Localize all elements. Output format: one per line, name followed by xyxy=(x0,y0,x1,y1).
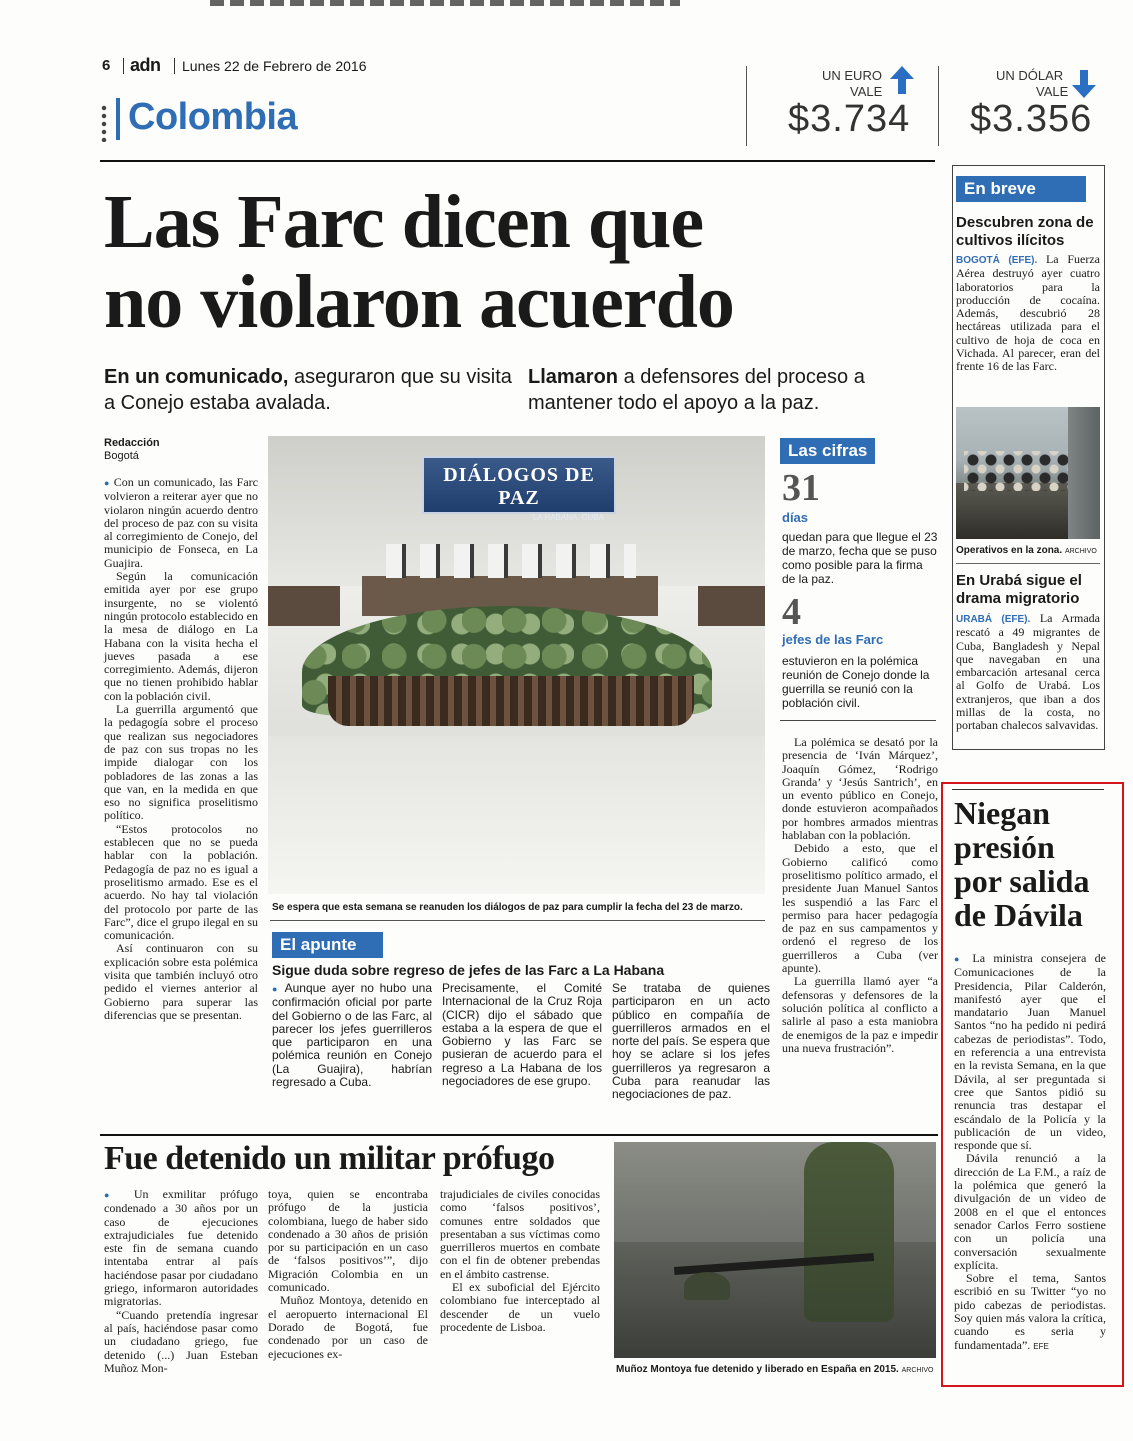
soldier-photo-caption xyxy=(616,1364,938,1375)
section-dots-icon xyxy=(101,104,107,142)
col1-paragraph-5: Así continuaron con su explicación sobre esta polémica visita que también incluyó otro pedido el viernes anterior al Gobierno para superar las diferencias que se presentan. xyxy=(104,941,258,1022)
header-divider xyxy=(123,58,124,74)
issue-date: Lunes 22 de Febrero de 2016 xyxy=(182,58,367,74)
dollar-label-2: VALE xyxy=(1036,84,1069,99)
boat-photo-people xyxy=(964,451,1074,491)
militar-col-1 xyxy=(104,1188,258,1375)
sidebar-left-rule xyxy=(952,165,953,750)
militar-col-2 xyxy=(268,1188,428,1361)
cifras-text-1: quedan para que llegue el 23 de marzo, fecha que se puso como posible para la firma de la paz. xyxy=(782,530,938,586)
arrow-down-icon xyxy=(1072,70,1096,98)
breve-2-text: La Armada rescató a 49 migrantes de Cuba, Bangladesh y Nepal que navegaban en una embarcación artesanal cerca al Golfo de Urabá. Los extranjeros, que iban a dos millas de la costa, no portaban chalecos salvavidas. xyxy=(956,611,1100,733)
deck-left xyxy=(104,364,514,416)
article-col-1 xyxy=(104,476,258,1022)
davila-paragraph-1: ● La ministra consejera de Comunicaciones de la Presidencia, Pilar Calderón, manifestó ayer que el mandatario Juan Manuel Santos “no ha pedido ni pedirá cabezas de periodistas”. Todo, en referencia a una entrevista en la revista Semana, en la que Dávila, al ser preguntada si cree que Santos pidió su renuncia tras destapar el escándalo de la Policía y la publicación de un video, responde que sí. xyxy=(954,952,1106,1152)
article-col-right xyxy=(782,736,938,1055)
photo-caption: Se espera que esta semana se reanuden los diálogos de paz para cumplir la fecha del 23 de marzo. xyxy=(272,902,743,913)
apunte-label xyxy=(272,932,383,958)
apunte-title: Sigue duda sobre regreso de jefes de las Farc a La Habana xyxy=(272,962,665,978)
en-breve-label xyxy=(956,176,1086,202)
page-number: 6 xyxy=(102,57,111,74)
photo-banner-subtitle: LA HABANA, CUBA xyxy=(532,513,604,522)
militar-col-2-p1: toya, quien se encontraba prófugo de la justicia colombiana, luego de haber sido condenado a 30 años de prisión por su participación en un caso de ‘falsos positivos’”, dijo Migración Colombia en un comunicado. xyxy=(268,1187,428,1295)
davila-paragraph-3-text: Sobre el tema, Santos escribió en su Twitter “yo no pido cabezas de periodistas. Soy quien más valora la crítica, cuando es seria y fundamentada”. xyxy=(954,1271,1106,1352)
breve-2-body xyxy=(956,612,1100,733)
boat-photo-ship-hull xyxy=(1068,407,1100,539)
deck-right-rest: a defensores del proceso a mantener todo el apoyo a la paz. xyxy=(528,366,865,414)
apunte-col-3-text: Se trataba de quienes participaron en un acto público en compañía de guerrilleros armados en el norte del país. Se espera que hoy se aclare si los jefes guerrilleros ya regresaron a Cuba para reanudar las negociaciones de paz. xyxy=(612,981,770,1102)
cifras-label-text: Las cifras xyxy=(780,438,875,464)
right-paragraph-2: Debido a esto, que el Gobierno calificó como proselitismo político armado, el presidente Juan Manuel Santos les suspendió a las Farc el permiso para hacer pedagogía de paz en sus campamentos y ordenó el regreso de los guerrilleros a Cuba (ver apunte). xyxy=(782,841,938,976)
header-divider-2 xyxy=(174,58,175,74)
apunte-col-2-text: Precisamente, el Comité Internacional de la Cruz Roja (CICR) dijo el sábado que estaba a la espera de que el Gobierno y las Farc se pusieran de acuerdo para el regreso a La Habana de los negociadores de ese grupo. xyxy=(442,981,602,1089)
top-rule xyxy=(100,160,935,162)
col1-paragraph-2: Según la comunicación emitida ayer por ese grupo insurgente, no se violentó ningún protocolo establecido en la mesa de diálogo en La Habana con la visita hecha el jueves pasada a ese corregimiento. Además, dijeron que no tienen prohibido hablar con la población civil. xyxy=(104,569,258,703)
sidebar-right-rule xyxy=(1104,165,1105,750)
militar-col-3-p1: trajudiciales de civiles conocidas como ‘falsos positivos’, comunes entre soldados que presentaban a sus víctimas como guerrilleros muertos en combate con el fin de obtener prebendas en el ámbito castrense. xyxy=(440,1187,600,1281)
byline-name: Redacción xyxy=(104,437,160,449)
en-breve-label-text: En breve xyxy=(956,176,1086,202)
cifras-number-1: 31 xyxy=(782,467,820,509)
cifras-text-2: estuvieron en la polémica reunión de Conejo donde la guerrilla se reunió con la población civil. xyxy=(782,654,930,710)
apunte-col-1-text: ● Aunque ayer no hubo una confirmación oficial por parte del Gobierno o de las Farc, al parecer los jefes guerrilleros que participaron en una polémica reunión en Conejo (La Guajira), habrían regresado a Cuba. xyxy=(272,982,432,1089)
deck-left-rest: aseguraron que su visita a Conejo estaba avalada. xyxy=(104,366,512,414)
headline-line-2: no violaron acuerdo xyxy=(104,260,734,344)
dollar-box-border xyxy=(938,66,939,146)
breve-1-body xyxy=(956,253,1100,374)
boat-caption-credit: ARCHIVO xyxy=(1064,548,1097,555)
masthead-remnant xyxy=(210,0,680,6)
deck-left-lead: En un comunicado, xyxy=(104,366,289,388)
breve-1-text: La Fuerza Aérea destruyó ayer cuatro laboratorios para la producción de cocaína. Además, descubrió 28 hectáreas utilizada para el cultivo de hoja de coca en Vichada. Al parecer, eran del frente 16 de las Farc. xyxy=(956,252,1100,374)
peace-talks-photo xyxy=(268,436,765,894)
soldier-caption-credit: ARCHIVO xyxy=(901,1367,934,1374)
dollar-label-1: UN DÓLAR xyxy=(996,68,1064,83)
headline-line-1: Las Farc dicen que xyxy=(104,180,704,264)
section-bar xyxy=(116,98,120,140)
photo-banner xyxy=(422,456,616,522)
boat-caption-text: Operativos en la zona. xyxy=(956,545,1063,556)
byline xyxy=(104,437,160,463)
byline-city: Bogotá xyxy=(104,450,139,462)
bottom-story-rule xyxy=(100,1134,938,1136)
photo-floor xyxy=(268,736,765,894)
davila-top-rule xyxy=(952,789,1104,790)
davila-title: Niegan presión por salida de Dávila xyxy=(954,795,1090,933)
deck-right xyxy=(528,364,938,416)
cifras-unit-1: días xyxy=(782,510,809,525)
militar-col-2-p2: Muñoz Montoya, detenido en el aeropuerto internacional El Dorado de Bogotá, fue condenado por un caso de ejecuciones ex- xyxy=(268,1293,428,1361)
sidebar-bottom-rule xyxy=(952,749,1105,750)
brand-logo: adn xyxy=(130,55,161,75)
col1-paragraph-3: La guerrilla argumentó que la pedagogía sobre el proceso que realizan sus negociadores de paz con sus tropas no les impide dialogar con los pobladores de las zonas a las que van, en la medida en que eso no significa proselitismo político. xyxy=(104,702,258,823)
davila-body xyxy=(954,952,1106,1353)
photo-panelists xyxy=(386,544,636,578)
militar-col-1-p1: ● Un exmilitar prófugo condenado a 30 años por un caso de ejecuciones extrajudiciales fue detenido este fin de semana cuando intentaba entrar al país haciéndose pasar por ciudadano griego, informaron autoridades migratorias. xyxy=(104,1188,258,1309)
arrow-up-icon xyxy=(890,66,914,94)
breve-2-dateline: URABÁ (EFE). xyxy=(956,614,1031,625)
militar-col-3-p2: El ex suboficial del Ejército colombiano fue interceptado al descender de un vuelo procedente de Lisboa. xyxy=(440,1280,600,1334)
soldier-figure xyxy=(804,1142,894,1322)
apunte-label-text: El apunte xyxy=(272,932,383,958)
breve-divider xyxy=(956,563,1100,564)
photo-side-table-left xyxy=(268,586,340,626)
davila-paragraph-2: Dávila renunció a la dirección de La F.M., a raíz de la polémica que generó la divulgación de un video de 2008 en el que el entonces senador Carlos Ferro sostiene con un policía una conversación sexualmente explícita. xyxy=(954,1151,1106,1272)
boat-photo-caption xyxy=(956,545,1097,556)
euro-label-1: UN EURO xyxy=(822,68,882,83)
breve-1-title: Descubren zona de cultivos ilícitos xyxy=(956,214,1094,249)
soldier-photo xyxy=(614,1142,936,1358)
dollar-value: $3.356 xyxy=(970,98,1093,140)
right-paragraph-3: La guerrilla llamó ayer “a defensoras y defensores de la solución política al conflicto a salirle al paso a esta maniobra de enemigos de la paz e impedir una nueva frustración”. xyxy=(782,974,938,1055)
photo-planter-fence xyxy=(328,676,694,726)
section-title: Colombia xyxy=(128,96,298,138)
breve-2-title: En Urabá sigue el drama migratorio xyxy=(956,572,1082,607)
boat-photo xyxy=(956,407,1100,539)
cifras-number-2: 4 xyxy=(782,591,801,633)
soldier-caption-text: Muñoz Montoya fue detenido y liberado en España en 2015. xyxy=(616,1364,899,1375)
davila-paragraph-3 xyxy=(954,1272,1106,1353)
breve-1-dateline: BOGOTÁ (EFE). xyxy=(956,255,1038,266)
col1-paragraph-1: ● Con un comunicado, las Farc volvieron a reiterar ayer que no violaron ningún acuerdo dentro del proceso de paz con su visita al corregimiento de Conejo, del municipio de Fonseca, en La Guajira. xyxy=(104,476,258,570)
apunte-col-1 xyxy=(272,982,432,1089)
euro-value: $3.734 xyxy=(788,98,911,140)
militar-col-3 xyxy=(440,1188,600,1334)
right-paragraph-1: La polémica se desató por la presencia de ‘Iván Márquez’, Joaquín Gómez, ‘Rodrigo Granda’ y ‘Jesús Santrich’, en un evento público en Conejo, donde estuvieron acompañados por hombres armados mientras hablaban con la población. xyxy=(782,735,938,843)
sidebar-top-rule xyxy=(952,165,1105,166)
cifras-label xyxy=(780,438,875,464)
main-headline xyxy=(104,182,934,342)
cifras-unit-2: jefes de las Farc xyxy=(782,632,884,647)
col1-paragraph-4: “Estos protocolos no establecen que no se pueda hablar con la población. Pedagogía de paz no es igual a proselitismo armado. Ese es el acuerdo. No hay tal violación del protocolo por parte de las Farc”, dice el grupo ilegal en su comunicación. xyxy=(104,821,258,943)
euro-box-border xyxy=(746,66,747,146)
photo-side-table-right xyxy=(698,586,765,626)
militar-headline: Fue detenido un militar prófugo xyxy=(104,1140,555,1177)
deck-right-lead: Llamaron xyxy=(528,366,619,388)
cifras-bottom-rule xyxy=(780,720,936,721)
dollar-box xyxy=(938,66,1098,150)
photo-banner-title: DIÁLOGOS DE PAZ xyxy=(443,464,595,509)
caption-rule xyxy=(270,920,765,921)
euro-box xyxy=(746,66,922,150)
euro-label-2: VALE xyxy=(850,84,883,99)
helmet-shape xyxy=(684,1272,730,1300)
apunte-col-2 xyxy=(442,982,602,1088)
apunte-col-3 xyxy=(612,982,770,1102)
davila-credit: EFE xyxy=(1033,1341,1049,1351)
militar-col-1-p2: “Cuando pretendía ingresar al país, haciéndose pasar como un ciudadano griego, fue detenido (...) Juan Esteban Muñoz Mon- xyxy=(104,1307,258,1375)
